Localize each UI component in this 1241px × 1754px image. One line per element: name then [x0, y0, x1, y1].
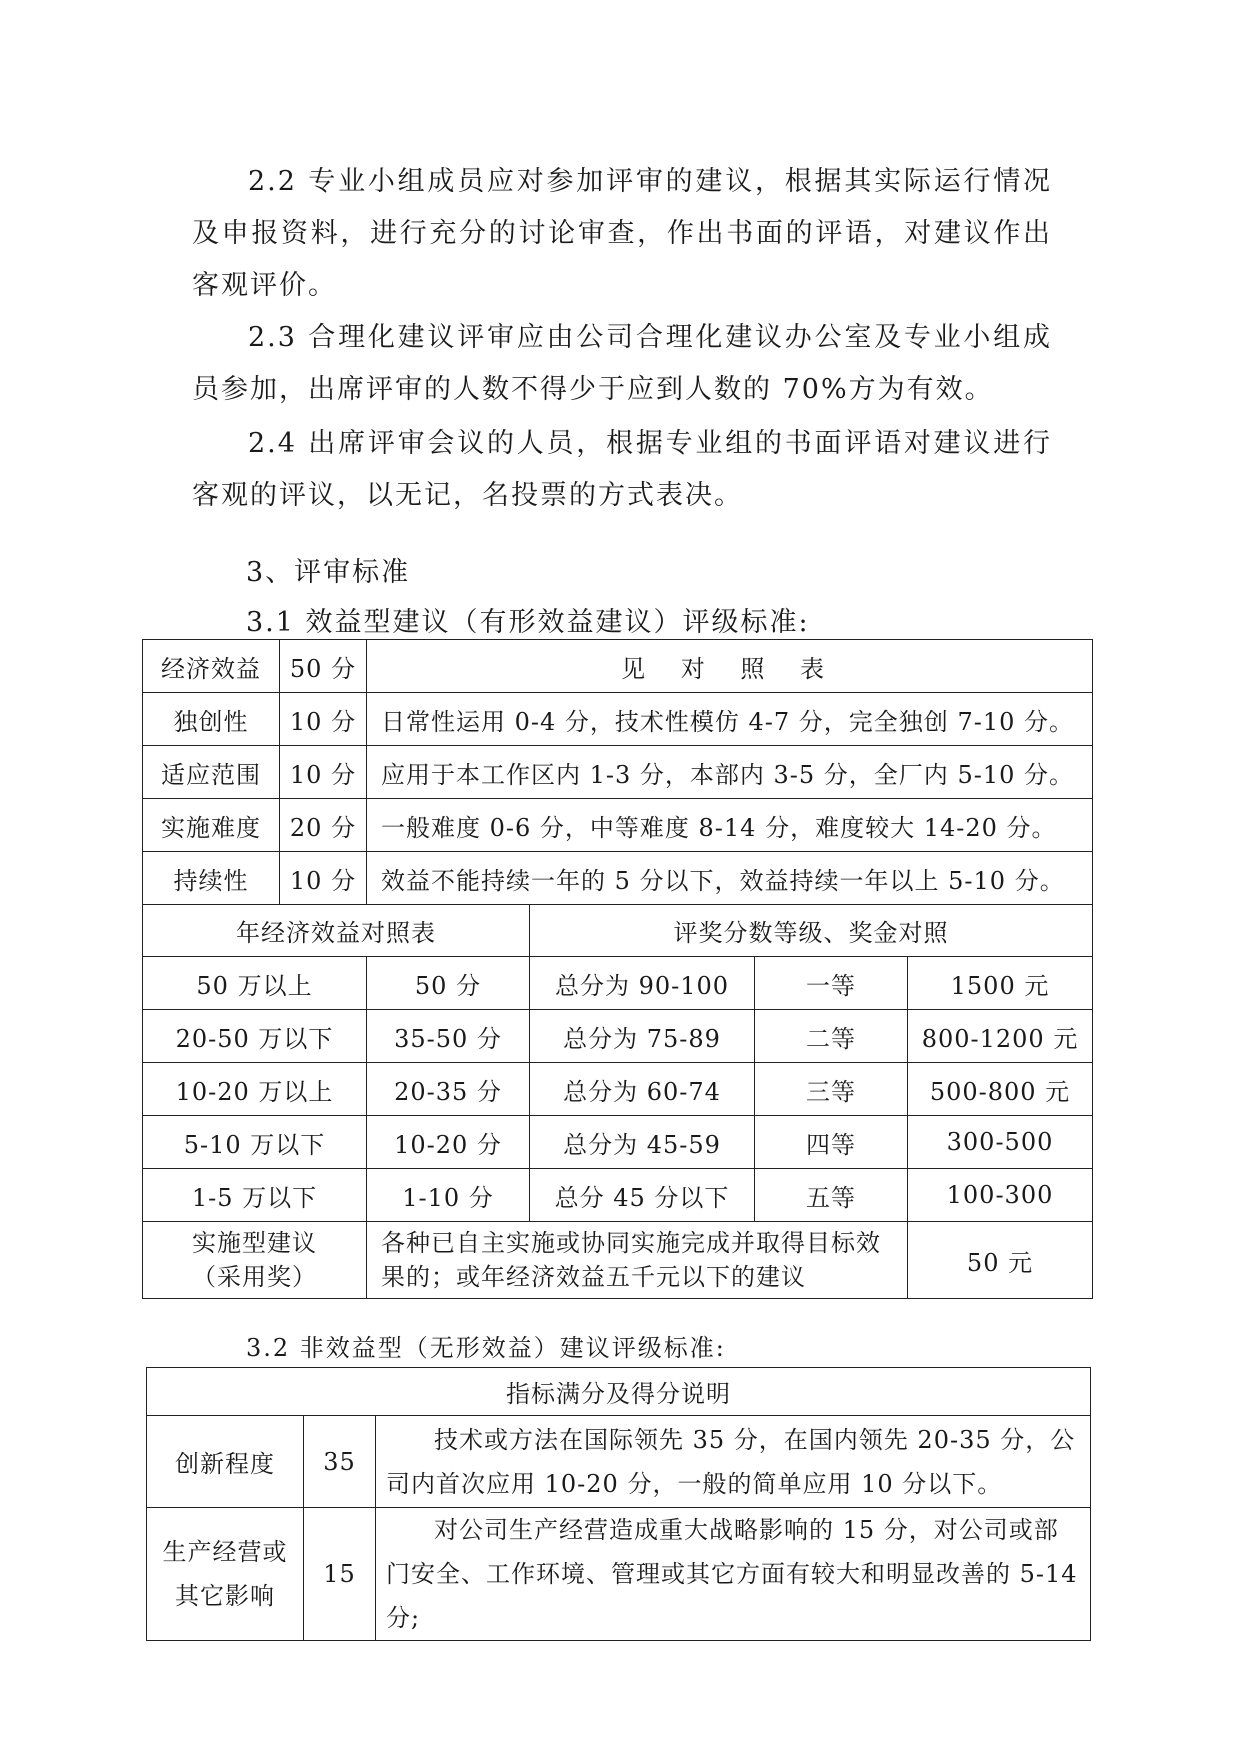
criteria-row — [143, 640, 1093, 693]
award-grade: 三等 — [755, 1063, 908, 1116]
table2-header-row — [147, 1368, 1091, 1416]
criteria-name: 适应范围 — [143, 746, 280, 799]
total-score-range: 总分为 75-89 — [530, 1010, 755, 1063]
award-row — [143, 1010, 1093, 1063]
indicator-score: 15 — [304, 1508, 376, 1641]
annual-benefit: 5-10 万以下 — [143, 1116, 367, 1169]
criteria-desc: 效益不能持续一年的 5 分以下，效益持续一年以上 5-10 分。 — [367, 852, 1093, 905]
criteria-row — [143, 799, 1093, 852]
benefit-points: 35-50 分 — [367, 1010, 530, 1063]
total-score-range: 总分为 60-74 — [530, 1063, 755, 1116]
benefit-lookup-header: 年经济效益对照表 — [143, 905, 530, 957]
criteria-row — [143, 852, 1093, 905]
indicator-name: 生产经营或其它影响 — [147, 1508, 304, 1641]
paragraph-2-3 — [192, 312, 1052, 416]
paragraph-2-2-text: 2.2 专业小组成员应对参加评审的建议，根据其实际运行情况及申报资料，进行充分的讨论审查，作出书面的评语，对建议作出客观评价。 — [192, 166, 1052, 301]
award-grade: 五等 — [755, 1169, 908, 1222]
award-row — [143, 1063, 1093, 1116]
indicator-score: 35 — [304, 1416, 376, 1508]
annual-benefit: 20-50 万以下 — [143, 1010, 367, 1063]
subtable-header-row — [143, 905, 1093, 957]
award-row — [143, 1116, 1093, 1169]
criteria-name: 实施难度 — [143, 799, 280, 852]
paragraph-2-3-text: 2.3 合理化建议评审应由公司合理化建议办公室及专业小组成员参加，出席评审的人数不得少于应到人数的 70%方为有效。 — [192, 322, 1052, 405]
annual-benefit: 1-5 万以下 — [143, 1169, 367, 1222]
section-heading-3-1: 3.1 效益型建议（有形效益建议）评级标准: — [246, 607, 810, 638]
award-row — [143, 1169, 1093, 1222]
benefit-points: 50 分 — [367, 957, 530, 1010]
implementation-row — [143, 1222, 1093, 1299]
criteria-name: 经济效益 — [143, 640, 280, 693]
paragraph-2-4 — [192, 418, 1052, 522]
annual-benefit: 50 万以上 — [143, 957, 367, 1010]
total-score-range: 总分 45 分以下 — [530, 1169, 755, 1222]
criteria-score: 10 分 — [280, 746, 367, 799]
award-grade: 二等 — [755, 1010, 908, 1063]
award-lookup-header: 评奖分数等级、奖金对照 — [530, 905, 1093, 957]
indicator-desc-text: 对公司生产经营造成重大战略影响的 15 分，对公司或部门安全、工作环境、管理或其它方面有较大和明显改善的 5-14 分; — [386, 1516, 1078, 1632]
implementation-name: 实施型建议（采用奖） — [143, 1222, 367, 1299]
implementation-prize: 50 元 — [908, 1222, 1093, 1299]
benefit-points: 10-20 分 — [367, 1116, 530, 1169]
criteria-row — [143, 693, 1093, 746]
total-score-range: 总分为 90-100 — [530, 957, 755, 1010]
prize-amount: 800-1200 元 — [908, 1010, 1093, 1063]
indicator-name: 创新程度 — [147, 1416, 304, 1508]
non-benefit-rating-table — [146, 1367, 1091, 1641]
table2-row — [147, 1416, 1091, 1508]
table2-header: 指标满分及得分说明 — [147, 1368, 1091, 1416]
section-heading-3-2: 3.2 非效益型（无形效益）建议评级标准: — [246, 1334, 726, 1362]
implementation-desc: 各种已自主实施或协同实施完成并取得目标效果的；或年经济效益五千元以下的建议 — [367, 1222, 908, 1299]
prize-amount: 500-800 元 — [908, 1063, 1093, 1116]
paragraph-2-4-text: 2.4 出席评审会议的人员，根据专业组的书面评语对建议进行客观的评议，以无记，名投票的方式表决。 — [192, 428, 1052, 511]
table2-row — [147, 1508, 1091, 1641]
prize-amount: 300-500 — [908, 1116, 1093, 1169]
criteria-desc: 应用于本工作区内 1-3 分，本部内 3-5 分，全厂内 5-10 分。 — [367, 746, 1093, 799]
indicator-desc — [376, 1508, 1091, 1641]
award-grade: 一等 — [755, 957, 908, 1010]
criteria-desc: 见 对 照 表 — [367, 640, 1093, 693]
criteria-score: 10 分 — [280, 852, 367, 905]
annual-benefit: 10-20 万以上 — [143, 1063, 367, 1116]
criteria-score: 50 分 — [280, 640, 367, 693]
award-grade: 四等 — [755, 1116, 908, 1169]
benefit-points: 20-35 分 — [367, 1063, 530, 1116]
prize-amount: 1500 元 — [908, 957, 1093, 1010]
criteria-row — [143, 746, 1093, 799]
prize-amount: 100-300 — [908, 1169, 1093, 1222]
criteria-desc: 一般难度 0-6 分，中等难度 8-14 分，难度较大 14-20 分。 — [367, 799, 1093, 852]
benefit-points: 1-10 分 — [367, 1169, 530, 1222]
benefit-rating-table — [142, 639, 1093, 1299]
total-score-range: 总分为 45-59 — [530, 1116, 755, 1169]
criteria-desc: 日常性运用 0-4 分，技术性模仿 4-7 分，完全独创 7-10 分。 — [367, 693, 1093, 746]
section-heading-3: 3、评审标准 — [246, 557, 411, 588]
award-row — [143, 957, 1093, 1010]
criteria-score: 20 分 — [280, 799, 367, 852]
criteria-name: 独创性 — [143, 693, 280, 746]
criteria-name: 持续性 — [143, 852, 280, 905]
indicator-desc — [376, 1416, 1091, 1508]
paragraph-2-2 — [192, 156, 1052, 312]
indicator-desc-text: 技术或方法在国际领先 35 分，在国内领先 20-35 分，公司内首次应用 10-20 分，一般的简单应用 10 分以下。 — [386, 1425, 1076, 1498]
criteria-score: 10 分 — [280, 693, 367, 746]
